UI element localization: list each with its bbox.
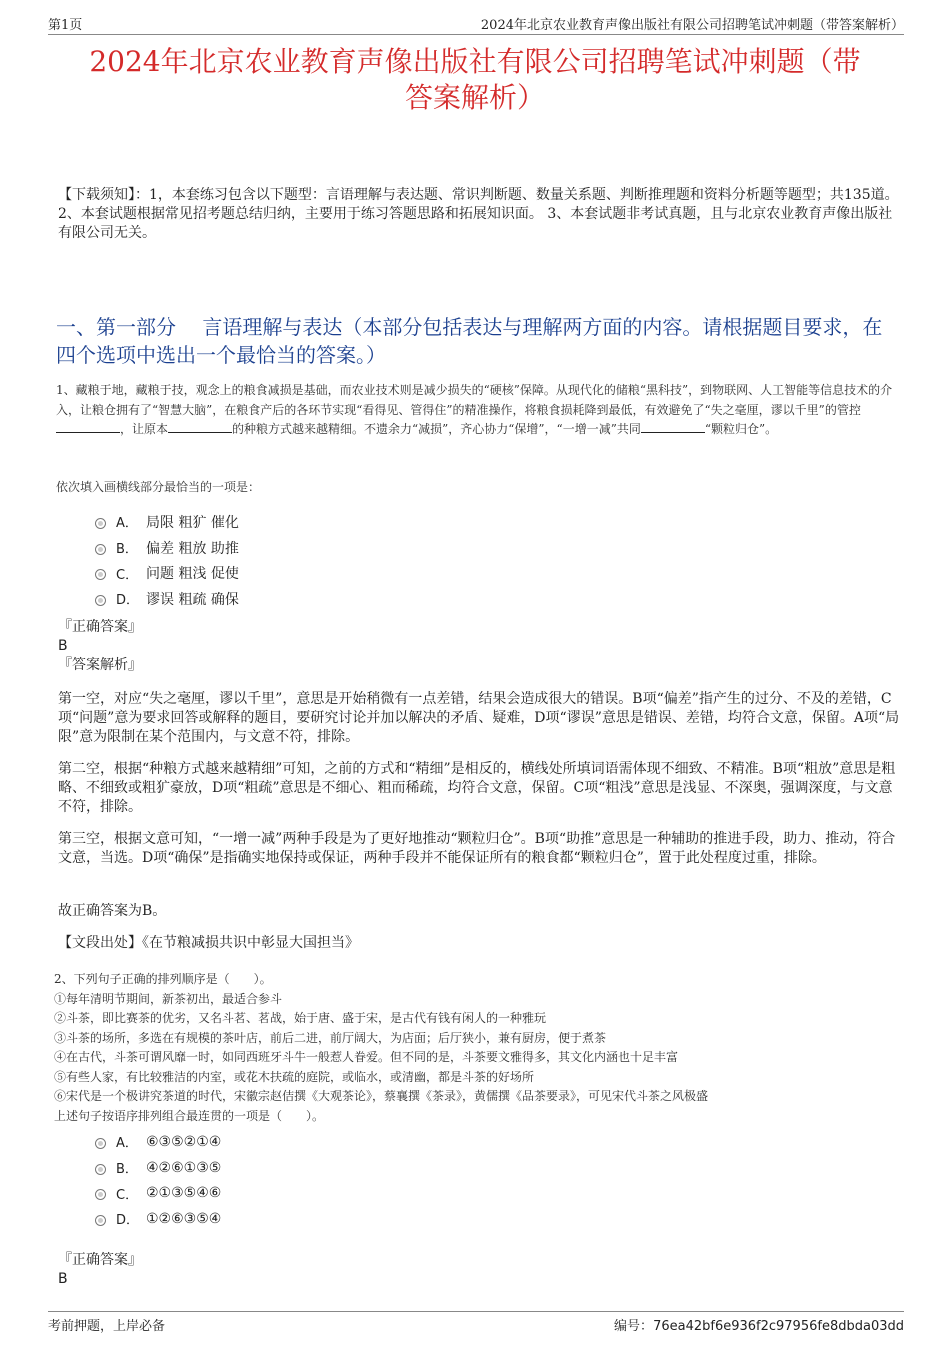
q1-option-c[interactable] <box>95 560 239 586</box>
option-key: D． <box>116 593 140 609</box>
option-text: ④②⑥①③⑤ <box>146 1159 222 1176</box>
q2-line: ⑤有些人家，有比较雅洁的内室，或花木扶疏的庭院，或临水，或清幽，都是斗茶的好场所 <box>54 1069 535 1084</box>
option-key: C． <box>116 567 139 583</box>
source-citation: 【文段出处】《在节粮减损共识中彰显大国担当》 <box>58 935 359 951</box>
option-key: D． <box>116 1213 140 1229</box>
analysis-paragraph-3: 第三空，根据文意可知，“一增一减”两种手段是为了更好地推动“颗粒归仓”。B项“助推”意思是一种辅助的推进手段，助力、推动，符合文意，当选。D项“确保”是指确实地保持或保证，两种手段并不能保证所有的粮食都“颗粒归仓”，置于此处程度过重，排除。 <box>58 831 896 866</box>
option-key: B． <box>116 1162 138 1178</box>
q1-stem-part-c: 的种粮方式越来越精细。不遗余力“减损”，齐心协力“保增”，“一增一减”共同 <box>232 422 641 436</box>
code-value: 76ea42bf6e936f2c97956fe8dbda03dd <box>653 1319 904 1334</box>
option-text: 问题 粗浅 促使 <box>146 566 239 583</box>
q1-prompt: 依次填入画横线部分最恰当的一项是： <box>56 480 261 494</box>
option-text: 偏差 粗放 助推 <box>146 540 239 557</box>
blank-2 <box>168 420 232 433</box>
title-line-1: 2024年北京农业教育声像出版社有限公司招聘笔试冲刺题（带 <box>89 45 861 78</box>
section-heading: 一、第一部分 言语理解与表达（本部分包括表达与理解两方面的内容。请根据题目要求，在四个选项中选出一个最恰当的答案。） <box>56 315 883 367</box>
q2-line: ④在古代，斗茶可谓风靡一时，如同西班牙斗牛一般惹人眷爱。但不同的是，斗茶要文雅得多，其文化内涵也十足丰富 <box>54 1050 679 1064</box>
q2-answer-block <box>58 1251 900 1289</box>
radio-icon[interactable] <box>95 544 106 555</box>
option-text: ⑥③⑤②①④ <box>146 1133 222 1150</box>
title-line-2: 答案解析） <box>404 81 545 114</box>
q2-line: 2、下列句子正确的排列顺序是（ ）。 <box>54 972 272 986</box>
analysis-paragraph-1: 第一空，对应“失之毫厘，谬以千里”，意思是开始稍微有一点差错，结果会造成很大的错误。B项“偏差”指产生的过分、不及的差错，C项“问题”意为要求回答或解释的题目，要研究讨论并加以解决的矛盾、疑难，D项“谬误”意思是错误、差错，均符合文意，保留。A项“局限”意为限制在某个范围内，与文意不符，排除。 <box>58 691 900 745</box>
q1-option-b[interactable] <box>95 535 239 561</box>
q1-answer-block <box>58 618 900 675</box>
answer-label: 『正确答案』 <box>58 619 142 635</box>
question-2-stem <box>54 970 900 1126</box>
download-notice: 【下载须知】：1，本套练习包含以下题型：言语理解与表达题、常识判断题、数量关系题、判断推理题和资料分析题等题型；共135道。 2、本套试题根据常见招考题总结归纳，主要用于练习答题思路和拓展知识面。 3、本套试题非考试真题，且与北京农业教育声像出版社有限公司无关。 <box>58 187 899 241</box>
option-key: C． <box>116 1187 139 1203</box>
analysis-paragraph-2: 第二空，根据“种粮方式越来越精细”可知，之前的方式和“精细”是相反的，横线处所填词语需体现不细致、不精准。B项“粗放”意思是粗略、不细致或粗犷豪放，D项“粗疏”意思是不细心、粗而稀疏，均符合文意，保留。C项“粗浅”意思是浅显、不深奥，强调深度，与文意不符，排除。 <box>58 761 896 815</box>
q1-stem-part-d: “颗粒归仓”。 <box>704 422 778 436</box>
option-key: A． <box>116 1136 138 1152</box>
q1-option-d[interactable] <box>95 586 239 612</box>
radio-icon[interactable] <box>95 1138 106 1149</box>
option-key: A． <box>116 516 138 532</box>
radio-icon[interactable] <box>95 1164 106 1175</box>
blank-1 <box>56 420 120 433</box>
header-doc-title: 2024年北京农业教育声像出版社有限公司招聘笔试冲刺题（带答案解析） <box>480 18 904 33</box>
page-footer <box>48 1311 904 1334</box>
q2-line: ⑥宋代是一个极讲究茶道的时代，宋徽宗赵佶撰《大观茶论》，蔡襄撰《茶录》，黄儒撰《品茶要录》，可见宋代斗茶之风极盛 <box>54 1089 709 1103</box>
option-text: 局限 粗犷 催化 <box>146 514 239 531</box>
footer-code <box>614 1315 904 1334</box>
blank-3 <box>641 420 705 433</box>
q2-option-c[interactable] <box>95 1180 221 1206</box>
footer-slogan: 考前押题，上岸必备 <box>48 1319 166 1334</box>
analysis-label: 『答案解析』 <box>58 657 142 673</box>
page-header <box>48 12 904 35</box>
radio-icon[interactable] <box>95 1215 106 1226</box>
option-text: ①②⑥③⑤④ <box>146 1210 222 1227</box>
q2-option-d[interactable] <box>95 1206 221 1232</box>
option-text: 谬误 粗疏 确保 <box>146 591 239 608</box>
answer-value: B <box>58 1271 68 1287</box>
q1-stem-part-a: 1、藏粮于地，藏粮于技，观念上的粮食减损是基础，而农业技术则是减少损失的“硬核”保障。从现代化的储粮“黑科技”，到物联网、人工智能等信息技术的介入，让粮仓拥有了“智慧大脑”，在粮食产后的各环节实现“看得见、管得住”的精准操作，将粮食损耗降到最低，有效避免了“失之毫厘，谬以千里”的管控 <box>56 383 893 417</box>
radio-icon[interactable] <box>95 518 106 529</box>
code-label: 编号： <box>614 1319 654 1334</box>
q2-line: 上述句子按语序排列组合最连贯的一项是（ ）。 <box>54 1108 325 1123</box>
radio-icon[interactable] <box>95 595 106 606</box>
radio-icon[interactable] <box>95 1189 106 1200</box>
q2-line: ③斗茶的场所，多选在有规模的茶叶店，前后二进，前厅阔大，为店面；后厅狭小，兼有厨房，便于煮茶 <box>54 1030 607 1045</box>
q2-line: ①每年清明节期间，新茶初出，最适合参斗 <box>54 991 283 1006</box>
q1-stem-part-b: ，让原本 <box>120 422 169 436</box>
question-1-stem <box>56 381 900 440</box>
option-key: B． <box>116 542 138 558</box>
option-text: ②①③⑤④⑥ <box>146 1185 222 1202</box>
answer-value: B <box>58 638 68 654</box>
answer-label: 『正确答案』 <box>58 1252 142 1268</box>
document-title <box>40 44 910 116</box>
radio-icon[interactable] <box>95 569 106 580</box>
analysis-conclusion: 故正确答案为B。 <box>58 903 167 919</box>
q1-options <box>95 509 239 612</box>
q2-option-b[interactable] <box>95 1155 221 1181</box>
page-number: 第1页 <box>48 18 83 33</box>
q2-options <box>95 1129 221 1232</box>
q1-option-a[interactable] <box>95 509 239 535</box>
q2-option-a[interactable] <box>95 1129 221 1155</box>
q2-line: ②斗茶，即比赛茶的优劣，又名斗茗、茗战，始于唐、盛于宋，是古代有钱有闲人的一种雅玩 <box>54 1011 547 1025</box>
